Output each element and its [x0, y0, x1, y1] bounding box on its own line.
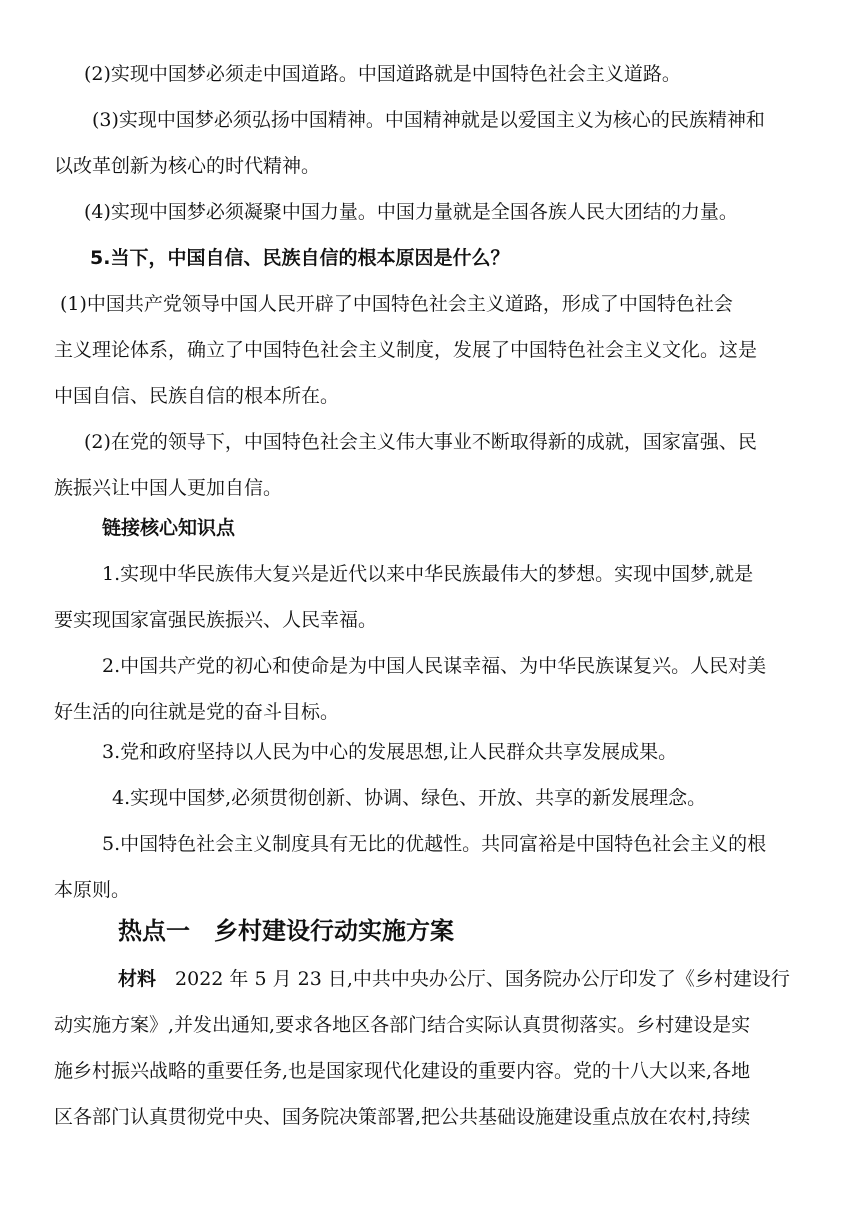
paragraph-china-spirit: (3)实现中国梦必须弘扬中国精神。中国精神就是以爱国主义为核心的民族精神和 以改革创新为核心的时代精神。 — [54, 109, 765, 177]
question-5-heading: 5.当下，中国自信、民族自信的根本原因是什么？ — [90, 247, 510, 269]
knowledge-point-3: 3.党和政府坚持以人民为中心的发展思想,让人民群众共享发展成果。 — [102, 741, 678, 763]
knowledge-point-4: 4.实现中国梦,必须贯彻创新、协调、绿色、开放、共享的新发展理念。 — [112, 787, 707, 809]
material-label: 材料 — [118, 968, 157, 990]
knowledge-point-1: 1.实现中华民族伟大复兴是近代以来中华民族最伟大的梦想。实现中国梦,就是 要实现国家富强民族振兴、人民幸福。 — [54, 563, 754, 631]
material-paragraph: 材料 2022 年 5 月 23 日,中共中央办公厅、国务院办公厅印发了《乡村建设行 动实施方案》,并发出通知,要求各地区各部门结合实际认真贯彻落实。乡村建设是实 施乡村振兴战略的重要任务,也是国家现代化建设的重要内容。党的十八大以来,各地 区各部门认真贯彻党中央、国务院决策部署,把公共基础设施建设重点放在农村,持续 — [54, 968, 790, 1128]
answer-2-paragraph: (2)在党的领导下，中国特色社会主义伟大事业不断取得新的成就，国家富强、民 族振兴让中国人更加自信。 — [54, 431, 757, 499]
knowledge-point-5: 5.中国特色社会主义制度具有无比的优越性。共同富裕是中国特色社会主义的根 本原则。 — [54, 833, 767, 901]
hotspot-1-title: 热点一 乡村建设行动实施方案 — [118, 917, 454, 945]
answer-1-paragraph: (1)中国共产党领导中国人民开辟了中国特色社会主义道路，形成了中国特色社会 主义理论体系，确立了中国特色社会主义制度，发展了中国特色社会主义文化。这是 中国自信、民族自信的根本所在。 — [54, 293, 758, 407]
core-knowledge-heading: 链接核心知识点 — [102, 517, 236, 539]
knowledge-point-2: 2.中国共产党的初心和使命是为中国人民谋幸福、为中华民族谋复兴。人民对美 好生活的向往就是党的奋斗目标。 — [54, 655, 767, 723]
paragraph-china-road: (2)实现中国梦必须走中国道路。中国道路就是中国特色社会主义道路。 — [84, 63, 681, 85]
paragraph-china-strength: (4)实现中国梦必须凝聚中国力量。中国力量就是全国各族人民大团结的力量。 — [84, 201, 738, 223]
